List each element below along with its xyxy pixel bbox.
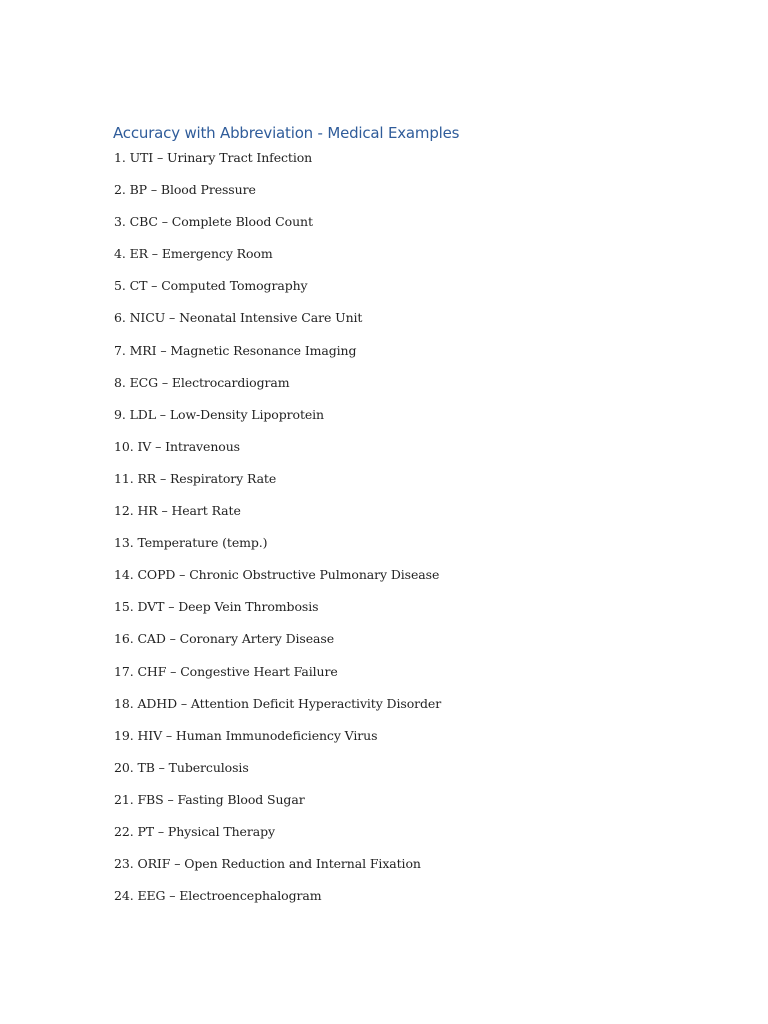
list-item: 20. TB – Tuberculosis [114, 759, 249, 775]
abbreviation-list [114, 148, 441, 918]
list-item: 13. Temperature (temp.) [114, 535, 268, 551]
list-item: 19. HIV – Human Immunodeficiency Virus [114, 727, 378, 743]
list-item: 21. FBS – Fasting Blood Sugar [114, 791, 305, 807]
document-title: Accuracy with Abbreviation - Medical Examples [113, 124, 460, 142]
list-item: 18. ADHD – Attention Deficit Hyperactivity Disorder [114, 695, 442, 711]
list-item: 11. RR – Respiratory Rate [114, 470, 277, 486]
list-item: 17. CHF – Congestive Heart Failure [114, 663, 338, 679]
list-item: 23. ORIF – Open Reduction and Internal Fixation [114, 856, 421, 872]
list-item: 4. ER – Emergency Room [114, 246, 273, 262]
list-item: 5. CT – Computed Tomography [114, 278, 308, 294]
list-item: 1. UTI – Urinary Tract Infection [114, 150, 313, 165]
list-item: 16. CAD – Coronary Artery Disease [114, 631, 334, 647]
list-item: 2. BP – Blood Pressure [114, 182, 256, 198]
list-item: 22. PT – Physical Therapy [114, 823, 275, 839]
list-item: 24. EEG – Electroencephalogram [114, 888, 322, 904]
list-item: 9. LDL – Low-Density Lipoprotein [114, 406, 325, 422]
list-item: 15. DVT – Deep Vein Thrombosis [114, 599, 319, 615]
list-item: 7. MRI – Magnetic Resonance Imaging [114, 342, 357, 358]
list-item: 12. HR – Heart Rate [114, 503, 241, 519]
list-item: 3. CBC – Complete Blood Count [114, 214, 313, 230]
list-item: 14. COPD – Chronic Obstructive Pulmonary Disease [114, 567, 440, 583]
list-item: 10. IV – Intravenous [114, 438, 240, 454]
list-item: 6. NICU – Neonatal Intensive Care Unit [114, 310, 363, 326]
list-item: 8. ECG – Electrocardiogram [114, 374, 290, 390]
